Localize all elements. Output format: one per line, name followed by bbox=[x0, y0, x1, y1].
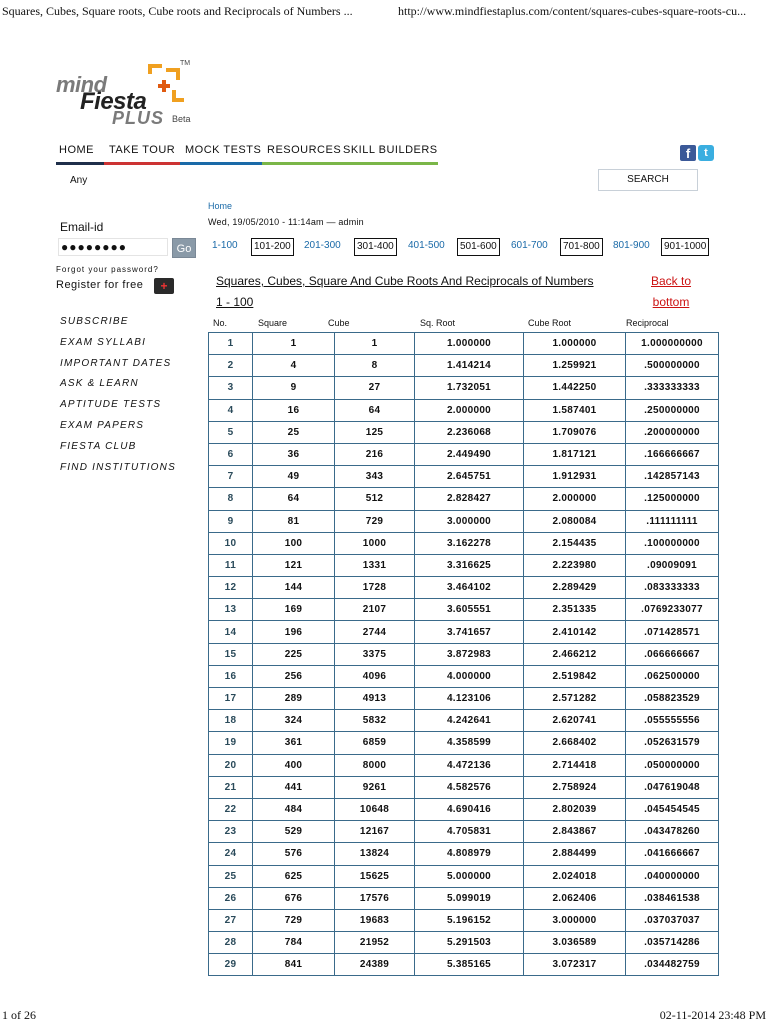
range-link-1-100[interactable]: 1-100 bbox=[212, 240, 238, 251]
cell-sq-root: 4.123106 bbox=[415, 688, 524, 710]
cell-no: 9 bbox=[209, 510, 253, 532]
cell-cube: 1 bbox=[335, 333, 415, 355]
range-link-301-400[interactable]: 301-400 bbox=[354, 238, 397, 256]
col-header-square: Square bbox=[258, 318, 288, 328]
table-row bbox=[209, 643, 719, 665]
cell-cube: 12167 bbox=[335, 821, 415, 843]
table-row bbox=[209, 621, 719, 643]
nav-color-bars bbox=[56, 162, 438, 165]
col-header-cube-root: Cube Root bbox=[528, 318, 572, 328]
cell-square: 400 bbox=[253, 754, 335, 776]
cell-square: 64 bbox=[253, 488, 335, 510]
table-row bbox=[209, 776, 719, 798]
table-row bbox=[209, 443, 719, 465]
cell-no: 3 bbox=[209, 377, 253, 399]
table-row bbox=[209, 843, 719, 865]
post-meta: Wed, 19/05/2010 - 11:14am — admin bbox=[208, 217, 364, 227]
sidebar-item-find-institutions[interactable]: FIND INSTITUTIONS bbox=[60, 461, 176, 473]
numbers-table-body bbox=[209, 333, 719, 976]
go-button[interactable]: Go bbox=[172, 238, 196, 258]
cell-square: 4 bbox=[253, 355, 335, 377]
table-row bbox=[209, 355, 719, 377]
cell-reciprocal: .047619048 bbox=[626, 776, 719, 798]
cell-cube: 4096 bbox=[335, 665, 415, 687]
cell-square: 225 bbox=[253, 643, 335, 665]
cell-no: 18 bbox=[209, 710, 253, 732]
cell-square: 484 bbox=[253, 798, 335, 820]
cell-reciprocal: .041666667 bbox=[626, 843, 719, 865]
cell-sq-root: 5.291503 bbox=[415, 932, 524, 954]
cell-square: 784 bbox=[253, 932, 335, 954]
col-header-cube: Cube bbox=[328, 318, 350, 328]
cell-no: 10 bbox=[209, 532, 253, 554]
table-row bbox=[209, 887, 719, 909]
cell-cube-root: 2.410142 bbox=[524, 621, 626, 643]
cell-sq-root: 4.808979 bbox=[415, 843, 524, 865]
range-link-801-900[interactable]: 801-900 bbox=[613, 240, 650, 251]
cell-square: 81 bbox=[253, 510, 335, 532]
cell-no: 27 bbox=[209, 909, 253, 931]
nav-resources[interactable]: RESOURCES bbox=[267, 144, 342, 156]
table-row bbox=[209, 488, 719, 510]
cell-sq-root: 4.242641 bbox=[415, 710, 524, 732]
cell-cube-root: 2.843867 bbox=[524, 821, 626, 843]
cell-cube-root: 2.289429 bbox=[524, 577, 626, 599]
table-row bbox=[209, 377, 719, 399]
nav-home[interactable]: HOME bbox=[59, 144, 94, 156]
sidebar-links bbox=[60, 312, 176, 478]
table-column-headers bbox=[208, 318, 718, 332]
table-row bbox=[209, 466, 719, 488]
cell-cube: 216 bbox=[335, 443, 415, 465]
cell-square: 841 bbox=[253, 954, 335, 976]
logo-word-plus: PLUS bbox=[112, 108, 165, 128]
cell-cube-root: 2.062406 bbox=[524, 887, 626, 909]
cell-cube: 19683 bbox=[335, 909, 415, 931]
table-row bbox=[209, 821, 719, 843]
cell-cube-root: 2.000000 bbox=[524, 488, 626, 510]
cell-square: 625 bbox=[253, 865, 335, 887]
range-link-501-600[interactable]: 501-600 bbox=[457, 238, 500, 256]
cell-cube: 17576 bbox=[335, 887, 415, 909]
cell-reciprocal: .045454545 bbox=[626, 798, 719, 820]
table-row bbox=[209, 554, 719, 576]
site-logo[interactable] bbox=[56, 58, 206, 128]
cell-cube-root: 1.817121 bbox=[524, 443, 626, 465]
cell-reciprocal: .0769233077 bbox=[626, 599, 719, 621]
table-row bbox=[209, 688, 719, 710]
cell-no: 29 bbox=[209, 954, 253, 976]
cell-no: 8 bbox=[209, 488, 253, 510]
cell-sq-root: 3.316625 bbox=[415, 554, 524, 576]
cell-reciprocal: .038461538 bbox=[626, 887, 719, 909]
cell-reciprocal: .035714286 bbox=[626, 932, 719, 954]
range-link-901-1000[interactable]: 901-1000 bbox=[661, 238, 709, 256]
nav-mock-tests[interactable]: MOCK TESTS bbox=[185, 144, 262, 156]
cell-cube: 1000 bbox=[335, 532, 415, 554]
table-row bbox=[209, 932, 719, 954]
cell-no: 6 bbox=[209, 443, 253, 465]
table-row bbox=[209, 732, 719, 754]
cell-cube-root: 2.802039 bbox=[524, 798, 626, 820]
cell-cube-root: 3.000000 bbox=[524, 909, 626, 931]
cell-cube-root: 1.709076 bbox=[524, 421, 626, 443]
breadcrumb[interactable]: Home bbox=[208, 201, 233, 211]
nav-take-tour[interactable]: TAKE TOUR bbox=[109, 144, 176, 156]
cell-square: 729 bbox=[253, 909, 335, 931]
cell-cube: 2744 bbox=[335, 621, 415, 643]
cell-no: 21 bbox=[209, 776, 253, 798]
cell-sq-root: 5.385165 bbox=[415, 954, 524, 976]
cell-cube: 8000 bbox=[335, 754, 415, 776]
cell-reciprocal: .043478260 bbox=[626, 821, 719, 843]
cell-reciprocal: .062500000 bbox=[626, 665, 719, 687]
cell-cube-root: 2.714418 bbox=[524, 754, 626, 776]
nav-skill-builders[interactable]: SKILL BUILDERS bbox=[343, 144, 438, 156]
sidebar-item-fiesta-club[interactable]: FIESTA CLUB bbox=[60, 440, 137, 452]
cell-cube-root: 2.080084 bbox=[524, 510, 626, 532]
table-row bbox=[209, 665, 719, 687]
table-row bbox=[209, 599, 719, 621]
cell-no: 12 bbox=[209, 577, 253, 599]
cell-sq-root: 2.000000 bbox=[415, 399, 524, 421]
cell-cube-root: 2.758924 bbox=[524, 776, 626, 798]
cell-cube: 13824 bbox=[335, 843, 415, 865]
cell-reciprocal: .040000000 bbox=[626, 865, 719, 887]
cell-no: 14 bbox=[209, 621, 253, 643]
main-nav bbox=[56, 140, 438, 166]
cell-sq-root: 3.741657 bbox=[415, 621, 524, 643]
social-links bbox=[680, 145, 716, 161]
cell-no: 19 bbox=[209, 732, 253, 754]
table-row bbox=[209, 333, 719, 355]
cell-reciprocal: .083333333 bbox=[626, 577, 719, 599]
sidebar-item-aptitude-tests[interactable]: APTITUDE TESTS bbox=[60, 399, 162, 411]
cell-reciprocal: .142857143 bbox=[626, 466, 719, 488]
cell-reciprocal: .166666667 bbox=[626, 443, 719, 465]
cell-square: 9 bbox=[253, 377, 335, 399]
cell-cube: 512 bbox=[335, 488, 415, 510]
cell-sq-root: 3.872983 bbox=[415, 643, 524, 665]
cell-no: 25 bbox=[209, 865, 253, 887]
table-row bbox=[209, 399, 719, 421]
range-link-401-500[interactable]: 401-500 bbox=[408, 240, 445, 251]
cell-cube-root: 1.912931 bbox=[524, 466, 626, 488]
range-link-701-800[interactable]: 701-800 bbox=[560, 238, 603, 256]
cell-sq-root: 4.358599 bbox=[415, 732, 524, 754]
cell-sq-root: 3.162278 bbox=[415, 532, 524, 554]
cell-sq-root: 5.099019 bbox=[415, 887, 524, 909]
cell-reciprocal: .071428571 bbox=[626, 621, 719, 643]
table-row bbox=[209, 954, 719, 976]
cell-no: 15 bbox=[209, 643, 253, 665]
cell-reciprocal: .200000000 bbox=[626, 421, 719, 443]
cell-cube-root: 2.466212 bbox=[524, 643, 626, 665]
email-label: Email-id bbox=[60, 220, 104, 234]
cell-reciprocal: .500000000 bbox=[626, 355, 719, 377]
cell-reciprocal: .125000000 bbox=[626, 488, 719, 510]
twitter-icon[interactable]: t bbox=[698, 145, 714, 161]
cell-sq-root: 1.732051 bbox=[415, 377, 524, 399]
cell-reciprocal: .09009091 bbox=[626, 554, 719, 576]
sidebar-item-exam-syllabi[interactable]: EXAM SYLLABI bbox=[60, 336, 147, 348]
cell-no: 7 bbox=[209, 466, 253, 488]
cell-square: 289 bbox=[253, 688, 335, 710]
cell-no: 1 bbox=[209, 333, 253, 355]
cell-cube-root: 2.620741 bbox=[524, 710, 626, 732]
cell-no: 13 bbox=[209, 599, 253, 621]
table-row bbox=[209, 421, 719, 443]
cell-cube: 125 bbox=[335, 421, 415, 443]
cell-sq-root: 5.196152 bbox=[415, 909, 524, 931]
print-page-number: 1 of 26 bbox=[2, 1008, 36, 1022]
cell-cube-root: 3.036589 bbox=[524, 932, 626, 954]
range-link-101-200[interactable]: 101-200 bbox=[251, 238, 294, 256]
cell-square: 25 bbox=[253, 421, 335, 443]
cell-cube-root: 1.259921 bbox=[524, 355, 626, 377]
print-footer bbox=[0, 1006, 768, 1024]
cell-cube: 10648 bbox=[335, 798, 415, 820]
cell-sq-root: 4.000000 bbox=[415, 665, 524, 687]
search-category-select[interactable]: Any bbox=[70, 175, 88, 186]
cell-sq-root: 4.582576 bbox=[415, 776, 524, 798]
cell-reciprocal: .050000000 bbox=[626, 754, 719, 776]
cell-cube: 1728 bbox=[335, 577, 415, 599]
cell-no: 2 bbox=[209, 355, 253, 377]
cell-no: 17 bbox=[209, 688, 253, 710]
cell-sq-root: 2.828427 bbox=[415, 488, 524, 510]
cell-no: 20 bbox=[209, 754, 253, 776]
cell-reciprocal: .333333333 bbox=[626, 377, 719, 399]
article-title: Squares, Cubes, Square And Cube Roots And Reciprocals of Numbers 1 - 100 bbox=[216, 274, 594, 309]
cell-square: 49 bbox=[253, 466, 335, 488]
cell-cube: 27 bbox=[335, 377, 415, 399]
sidebar-item-subscribe[interactable]: SUBSCRIBE bbox=[60, 316, 129, 327]
cell-cube: 64 bbox=[335, 399, 415, 421]
sidebar-item-exam-papers[interactable]: EXAM PAPERS bbox=[60, 419, 145, 431]
cell-square: 441 bbox=[253, 776, 335, 798]
print-page-title: Squares, Cubes, Square roots, Cube roots and Reciprocals of Numbers ... bbox=[2, 4, 353, 18]
cell-reciprocal: .111111111 bbox=[626, 510, 719, 532]
table-row bbox=[209, 577, 719, 599]
cell-reciprocal: .058823529 bbox=[626, 688, 719, 710]
print-page-url: http://www.mindfiestaplus.com/content/squares-cubes-square-roots-cu... bbox=[398, 4, 747, 18]
cell-cube: 2107 bbox=[335, 599, 415, 621]
cell-square: 256 bbox=[253, 665, 335, 687]
cell-square: 529 bbox=[253, 821, 335, 843]
cell-reciprocal: .250000000 bbox=[626, 399, 719, 421]
cell-sq-root: 4.690416 bbox=[415, 798, 524, 820]
back-to-bottom-link[interactable]: Back to bottom bbox=[650, 274, 692, 309]
cell-cube: 3375 bbox=[335, 643, 415, 665]
cell-no: 16 bbox=[209, 665, 253, 687]
cell-cube-root: 3.072317 bbox=[524, 954, 626, 976]
cell-cube: 8 bbox=[335, 355, 415, 377]
cell-cube: 15625 bbox=[335, 865, 415, 887]
logo-word-mind: mind bbox=[56, 72, 107, 97]
cell-sq-root: 3.464102 bbox=[415, 577, 524, 599]
cell-reciprocal: .055555556 bbox=[626, 710, 719, 732]
range-link-601-700[interactable]: 601-700 bbox=[511, 240, 548, 251]
nav-bar-4 bbox=[262, 162, 438, 165]
print-header bbox=[0, 0, 768, 22]
col-header-reciprocal: Reciprocal bbox=[626, 318, 669, 328]
cell-square: 676 bbox=[253, 887, 335, 909]
cell-cube: 21952 bbox=[335, 932, 415, 954]
print-datetime: 02-11-2014 23:48 PM bbox=[659, 1008, 766, 1022]
cell-square: 144 bbox=[253, 577, 335, 599]
cell-cube: 4913 bbox=[335, 688, 415, 710]
cell-sq-root: 3.000000 bbox=[415, 510, 524, 532]
cell-reciprocal: .052631579 bbox=[626, 732, 719, 754]
logo-trademark: TM bbox=[180, 60, 191, 67]
cell-cube: 5832 bbox=[335, 710, 415, 732]
col-header-sq-root: Sq. Root bbox=[420, 318, 456, 328]
cell-square: 196 bbox=[253, 621, 335, 643]
cell-square: 169 bbox=[253, 599, 335, 621]
cell-square: 576 bbox=[253, 843, 335, 865]
forgot-password-link[interactable]: Forgot your password? bbox=[56, 265, 159, 274]
table-row bbox=[209, 532, 719, 554]
cell-no: 24 bbox=[209, 843, 253, 865]
cell-square: 324 bbox=[253, 710, 335, 732]
nav-bar-1 bbox=[56, 162, 104, 165]
cell-cube: 1331 bbox=[335, 554, 415, 576]
sidebar-item-important-dates[interactable]: IMPORTANT DATES bbox=[60, 357, 172, 369]
cell-sq-root: 2.236068 bbox=[415, 421, 524, 443]
logo-beta: Beta bbox=[172, 114, 191, 124]
cell-no: 23 bbox=[209, 821, 253, 843]
cell-cube-root: 2.223980 bbox=[524, 554, 626, 576]
cell-reciprocal: 1.000000000 bbox=[626, 333, 719, 355]
cell-cube-root: 2.571282 bbox=[524, 688, 626, 710]
cell-cube-root: 2.519842 bbox=[524, 665, 626, 687]
cell-square: 121 bbox=[253, 554, 335, 576]
logo-word-fiesta: Fiesta bbox=[80, 88, 147, 115]
cell-reciprocal: .034482759 bbox=[626, 954, 719, 976]
table-row bbox=[209, 798, 719, 820]
cell-square: 100 bbox=[253, 532, 335, 554]
cell-sq-root: 4.705831 bbox=[415, 821, 524, 843]
cell-square: 361 bbox=[253, 732, 335, 754]
search-button[interactable]: SEARCH bbox=[598, 169, 698, 191]
cell-cube: 343 bbox=[335, 466, 415, 488]
cell-no: 11 bbox=[209, 554, 253, 576]
cell-sq-root: 4.472136 bbox=[415, 754, 524, 776]
col-header-no: No. bbox=[213, 318, 228, 328]
cell-reciprocal: .066666667 bbox=[626, 643, 719, 665]
cell-cube: 729 bbox=[335, 510, 415, 532]
cell-square: 1 bbox=[253, 333, 335, 355]
cell-sq-root: 5.000000 bbox=[415, 865, 524, 887]
cell-no: 5 bbox=[209, 421, 253, 443]
cell-cube: 9261 bbox=[335, 776, 415, 798]
register-plus-icon[interactable]: + bbox=[154, 278, 174, 294]
cell-no: 26 bbox=[209, 887, 253, 909]
cell-sq-root: 3.605551 bbox=[415, 599, 524, 621]
cell-cube-root: 1.000000 bbox=[524, 333, 626, 355]
sidebar-item-ask-learn[interactable]: ASK & LEARN bbox=[60, 378, 139, 390]
nav-bar-2 bbox=[104, 162, 180, 165]
table-row bbox=[209, 754, 719, 776]
cell-cube-root: 2.884499 bbox=[524, 843, 626, 865]
cell-sq-root: 1.000000 bbox=[415, 333, 524, 355]
cell-sq-root: 2.645751 bbox=[415, 466, 524, 488]
range-link-201-300[interactable]: 201-300 bbox=[304, 240, 341, 251]
cell-cube-root: 2.668402 bbox=[524, 732, 626, 754]
cell-no: 22 bbox=[209, 798, 253, 820]
cell-sq-root: 2.449490 bbox=[415, 443, 524, 465]
cell-square: 16 bbox=[253, 399, 335, 421]
cell-square: 36 bbox=[253, 443, 335, 465]
cell-reciprocal: .100000000 bbox=[626, 532, 719, 554]
cell-cube: 6859 bbox=[335, 732, 415, 754]
cell-no: 4 bbox=[209, 399, 253, 421]
cell-no: 28 bbox=[209, 932, 253, 954]
cell-cube: 24389 bbox=[335, 954, 415, 976]
table-row bbox=[209, 865, 719, 887]
cell-cube-root: 2.024018 bbox=[524, 865, 626, 887]
cell-cube-root: 2.154435 bbox=[524, 532, 626, 554]
logo-mark-icon bbox=[144, 64, 190, 104]
cell-reciprocal: .037037037 bbox=[626, 909, 719, 931]
cell-cube-root: 2.351335 bbox=[524, 599, 626, 621]
cell-cube-root: 1.587401 bbox=[524, 399, 626, 421]
cell-cube-root: 1.442250 bbox=[524, 377, 626, 399]
table-row bbox=[209, 710, 719, 732]
nav-bar-3 bbox=[180, 162, 262, 165]
table-row bbox=[209, 909, 719, 931]
table-row bbox=[209, 510, 719, 532]
numbers-table bbox=[208, 332, 719, 976]
register-link[interactable]: Register for free bbox=[56, 279, 144, 291]
password-field[interactable]: ●●●●●●●● bbox=[58, 238, 168, 256]
facebook-icon[interactable]: f bbox=[680, 145, 696, 161]
cell-sq-root: 1.414214 bbox=[415, 355, 524, 377]
